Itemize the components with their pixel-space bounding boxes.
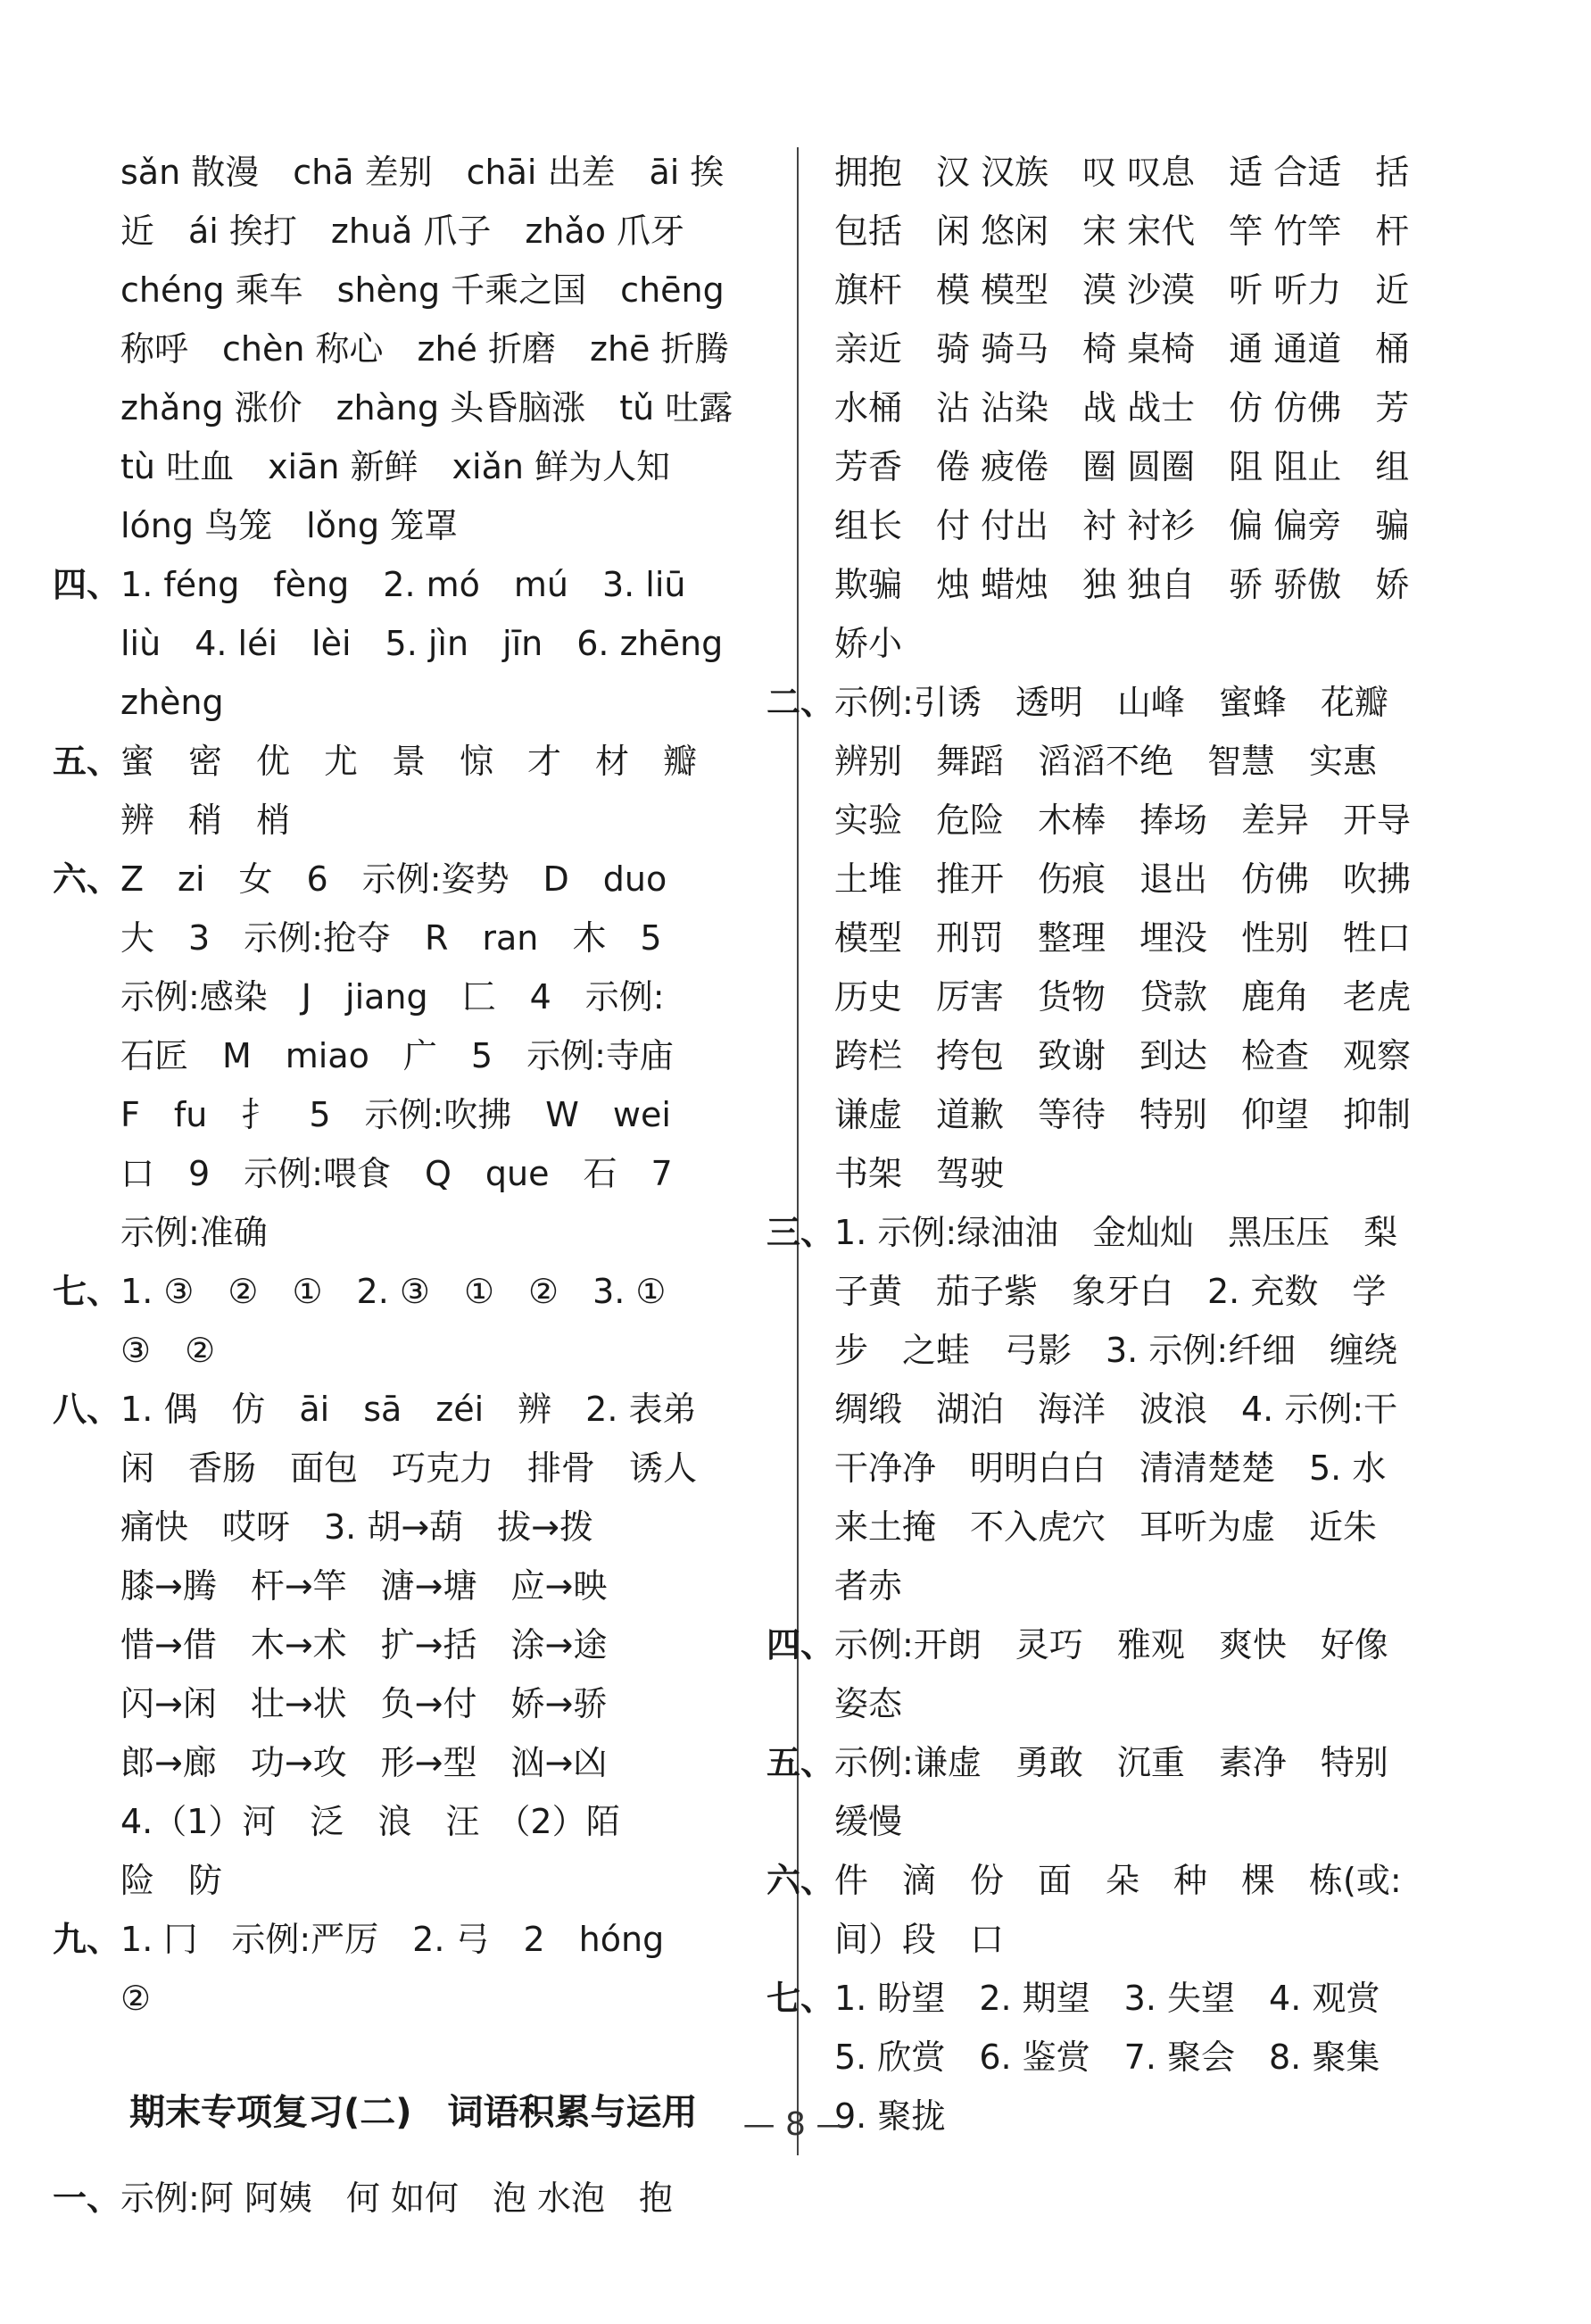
answer-text: 辨 稍 梢 — [120, 801, 291, 840]
section-number: 九、 — [53, 1920, 121, 1959]
answer-text: 历史 厉害 货物 贷款 鹿角 老虎 — [834, 977, 1412, 1017]
answer-text: 组长 付 付出 衬 衬衫 偏 偏旁 骗 — [834, 506, 1410, 545]
answer-text: 土堆 推开 伤痕 退出 仿佛 吹拂 — [834, 859, 1412, 899]
section-number: 八、 — [53, 1390, 121, 1429]
answer-text: 示例:阿 阿姨 何 如何 泡 水泡 抱 — [120, 2179, 674, 2218]
answer-text: 书架 驾驶 — [834, 1154, 1005, 1193]
answer-text: 欺骗 烛 蜡烛 独 独自 骄 骄傲 娇 — [834, 565, 1410, 604]
answer-text: 干净净 明明白白 清清楚楚 5. 水 — [834, 1448, 1387, 1488]
answer-line — [834, 1674, 1486, 1733]
answer-line — [834, 791, 1486, 850]
answer-text: 跨栏 挎包 致谢 到达 检查 观察 — [834, 1036, 1412, 1075]
answer-line — [120, 1674, 781, 1733]
answer-line — [120, 437, 781, 496]
answer-text: 1. 冂 示例:严厉 2. 弓 2 hóng — [120, 1920, 665, 1959]
answer-text: 示例:引诱 透明 山峰 蜜蜂 花瓣 — [834, 683, 1388, 722]
answer-line — [834, 1321, 1486, 1380]
left-column — [53, 143, 781, 2228]
answer-line — [120, 1792, 781, 1851]
answer-text: 示例:谦虚 勇敢 沉重 素净 特别 — [834, 1743, 1388, 1782]
answer-text: 示例:感染 J jiang 匚 4 示例: — [120, 977, 665, 1017]
answer-text: chéng 乘车 shèng 千乘之国 chēng — [120, 270, 725, 310]
answer-line — [834, 261, 1486, 320]
answer-line — [120, 143, 781, 202]
answer-text: 5. 欣赏 6. 鉴赏 7. 聚会 8. 聚集 — [834, 2038, 1380, 2077]
answer-line — [53, 850, 781, 909]
answer-line — [834, 143, 1486, 202]
answer-text: 者赤 — [834, 1566, 903, 1606]
answer-line — [834, 732, 1486, 791]
section-number: 五、 — [766, 1743, 835, 1782]
answer-text: 闲 香肠 面包 巧克力 排骨 诱人 — [120, 1448, 698, 1488]
section-number: 七、 — [53, 1272, 121, 1311]
answer-text: 谦虚 道歉 等待 特别 仰望 抑制 — [834, 1095, 1412, 1134]
answer-line — [53, 1380, 781, 1439]
answer-text: 旗杆 模 模型 漠 沙漠 听 听力 近 — [834, 270, 1410, 310]
answer-text: 1. 示例:绿油油 金灿灿 黑压压 梨 — [834, 1213, 1398, 1252]
answer-line — [53, 555, 781, 614]
answer-text: zhǎng 涨价 zhàng 头昏脑涨 tǔ 吐露 — [120, 388, 733, 427]
answer-line — [120, 496, 781, 555]
answer-line — [766, 673, 1486, 732]
answer-line — [120, 967, 781, 1026]
answer-line — [766, 1851, 1486, 1910]
answer-line — [120, 1439, 781, 1498]
answer-line — [120, 1556, 781, 1615]
answer-text: 痛快 哎呀 3. 胡→葫 拔→拨 — [120, 1507, 594, 1547]
answer-line — [120, 202, 781, 261]
answer-text: 娇小 — [834, 624, 903, 663]
answer-line — [834, 496, 1486, 555]
answer-line — [834, 850, 1486, 909]
answer-line — [766, 1969, 1486, 2028]
answer-text: zhèng — [120, 683, 224, 722]
answer-text: 芳香 倦 疲倦 圈 圆圈 阻 阻止 组 — [834, 447, 1410, 486]
answer-text: 绸缎 湖泊 海洋 波浪 4. 示例:干 — [834, 1390, 1398, 1429]
answer-line — [834, 437, 1486, 496]
answer-text: 步 之蛙 弓影 3. 示例:纤细 缠绕 — [834, 1331, 1398, 1370]
answer-line — [834, 1439, 1486, 1498]
answer-line — [53, 732, 781, 791]
answer-text: tù 吐血 xiān 新鲜 xiǎn 鲜为人知 — [120, 447, 671, 486]
answer-text: 模型 刑罚 整理 埋没 性别 牲口 — [834, 918, 1412, 958]
answer-text: 子黄 茄子紫 象牙白 2. 充数 学 — [834, 1272, 1387, 1311]
answer-text: 示例:准确 — [120, 1213, 268, 1252]
answer-text: 件 滴 份 面 朵 种 棵 栋(或: — [834, 1861, 1402, 1900]
answer-text: 蜜 密 优 尤 景 惊 才 材 瓣 — [120, 742, 698, 781]
answer-line — [120, 1026, 781, 1085]
section-number: 四、 — [53, 565, 121, 604]
answer-text: 1. ③ ② ① 2. ③ ① ② 3. ① — [120, 1272, 667, 1311]
answer-text: 大 3 示例:抢夺 R ran 木 5 — [120, 918, 662, 958]
answer-text: 口 9 示例:喂食 Q que 石 7 — [120, 1154, 673, 1193]
section-number: 三、 — [766, 1213, 835, 1252]
answer-line — [834, 614, 1486, 673]
answer-text: 姿态 — [834, 1684, 903, 1723]
right-column — [766, 143, 1486, 2146]
answer-text: 1. 盼望 2. 期望 3. 失望 4. 观赏 — [834, 1979, 1380, 2018]
section-number: 六、 — [53, 859, 121, 899]
answer-line — [120, 320, 781, 378]
answer-line — [834, 1380, 1486, 1439]
answer-line — [834, 1556, 1486, 1615]
answer-text: 辨别 舞蹈 滔滔不绝 智慧 实惠 — [834, 742, 1378, 781]
answer-line — [834, 2028, 1486, 2087]
answer-line — [834, 378, 1486, 437]
answer-line — [834, 1498, 1486, 1556]
answer-text: 间）段 口 — [834, 1920, 1005, 1959]
section-number: 五、 — [53, 742, 121, 781]
answer-line — [120, 1969, 781, 2028]
answer-line — [53, 1262, 781, 1321]
answer-line — [834, 1792, 1486, 1851]
answer-line — [834, 320, 1486, 378]
answer-text: 实验 危险 木棒 捧场 差异 开导 — [834, 801, 1412, 840]
section-number: 二、 — [766, 683, 835, 722]
answer-text: 郎→廊 功→攻 形→型 汹→凶 — [120, 1743, 608, 1782]
answer-text: sǎn 散漫 chā 差别 chāi 出差 āi 挨 — [120, 153, 725, 192]
answer-text: ③ ② — [120, 1331, 216, 1370]
answer-line — [834, 1910, 1486, 1969]
section-number: 七、 — [766, 1979, 835, 2018]
answer-line — [834, 1144, 1486, 1203]
answer-text: 水桶 沾 沾染 战 战士 仿 仿佛 芳 — [834, 388, 1410, 427]
answer-line — [120, 673, 781, 732]
answer-line — [120, 1615, 781, 1674]
answer-text: F fu 扌 5 示例:吹拂 W wei — [120, 1095, 671, 1134]
answer-line — [834, 555, 1486, 614]
answer-text: 石匠 M miao 广 5 示例:寺庙 — [120, 1036, 674, 1075]
answer-text: liù 4. léi lèi 5. jìn jīn 6. zhēng — [120, 624, 724, 663]
section-number: 六、 — [766, 1861, 835, 1900]
answer-line — [766, 1615, 1486, 1674]
answer-line — [120, 1851, 781, 1910]
answer-line — [53, 1910, 781, 1969]
answer-line — [120, 1085, 781, 1144]
section-number: 一、 — [53, 2179, 121, 2218]
answer-text: 称呼 chèn 称心 zhé 折磨 zhē 折腾 — [120, 329, 729, 369]
answer-text: 缓慢 — [834, 1802, 903, 1841]
answer-text: 1. 偶 仿 āi sā zéi 辨 2. 表弟 — [120, 1390, 697, 1429]
answer-text: 1. féng fèng 2. mó mú 3. liū — [120, 565, 686, 604]
answer-line — [120, 614, 781, 673]
answer-text: 拥抱 汉 汉族 叹 叹息 适 合适 括 — [834, 153, 1410, 192]
answer-line — [120, 791, 781, 850]
answer-line — [834, 1262, 1486, 1321]
answer-line — [834, 909, 1486, 967]
section-number: 四、 — [766, 1625, 835, 1664]
answer-text: lóng 鸟笼 lǒng 笼罩 — [120, 506, 459, 545]
answer-line — [834, 1085, 1486, 1144]
answer-line — [766, 1733, 1486, 1792]
answer-text: 近 ái 挨打 zhuǎ 爪子 zhǎo 爪牙 — [120, 212, 685, 251]
answer-line — [834, 202, 1486, 261]
answer-line — [120, 1144, 781, 1203]
answer-line — [53, 2169, 781, 2228]
answer-text: 亲近 骑 骑马 椅 桌椅 通 通道 桶 — [834, 329, 1410, 369]
answer-line — [120, 1321, 781, 1380]
answer-text: 示例:开朗 灵巧 雅观 爽快 好像 — [834, 1625, 1388, 1664]
section-heading: 期末专项复习(二) 词语积累与运用 — [129, 2092, 698, 2133]
answer-line — [120, 378, 781, 437]
answer-line — [766, 1203, 1486, 1262]
page-number: — 8 — — [742, 2106, 849, 2143]
answer-text: 惜→借 木→术 扩→括 涂→途 — [120, 1625, 608, 1664]
answer-text: 包括 闲 悠闲 宋 宋代 竿 竹竿 杆 — [834, 212, 1410, 251]
answer-line — [834, 1026, 1486, 1085]
answer-line — [120, 261, 781, 320]
answer-text: 膝→腾 杆→竿 溏→塘 应→映 — [120, 1566, 608, 1606]
answer-line — [120, 1498, 781, 1556]
answer-text: 闪→闲 壮→状 负→付 娇→骄 — [120, 1684, 608, 1723]
answer-line — [120, 909, 781, 967]
answer-text: Z zi 女 6 示例:姿势 D duo — [120, 859, 667, 899]
answer-text: ② — [120, 1979, 152, 2018]
answer-text: 4.（1）河 泛 浪 汪 （2）陌 — [120, 1802, 620, 1841]
answer-line — [834, 967, 1486, 1026]
answer-line — [120, 1733, 781, 1792]
answer-line — [120, 1203, 781, 1262]
answer-text: 来土掩 不入虎穴 耳听为虚 近朱 — [834, 1507, 1378, 1547]
answer-text: 险 防 — [120, 1861, 223, 1900]
answer-text: 9. 聚拢 — [834, 2096, 946, 2136]
